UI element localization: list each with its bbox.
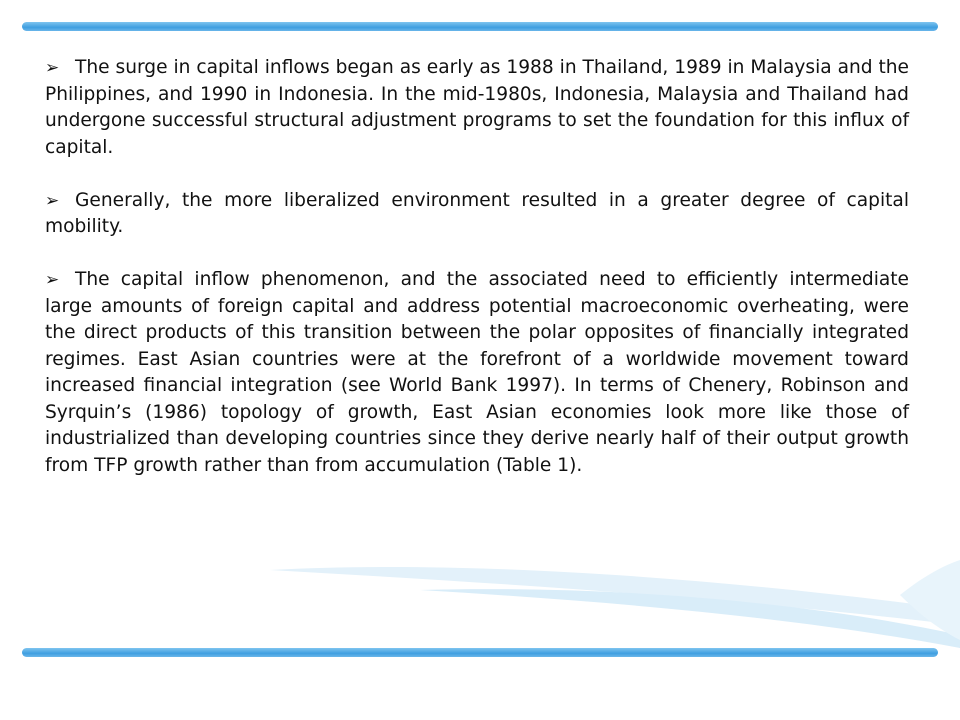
arrow-bullet-icon: ➢: [45, 190, 60, 211]
top-decorative-bar: [22, 22, 938, 31]
bottom-decorative-bar: [22, 648, 938, 657]
paragraph-text: Generally, the more liberalized environment resulted in a greater degree of capital mobility.: [45, 189, 909, 237]
paragraph-text: The capital inflow phenomenon, and the associated need to efficiently intermediate large amounts of foreign capital and address potential macroeconomic overheating, were the direct products of this transition between the polar opposites of financially integrated regimes. East Asian countries were at the forefront of a worldwide movement toward increased financial integration (see World Bank 1997). In terms of Chenery, Robinson and Syrquin’s (1986) topology of growth, East Asian economies look more like those of industrialized than developing countries since they derive nearly half of their output growth from TFP growth rather than from accumulation (Table 1).: [45, 269, 909, 476]
background-swoosh: [0, 540, 960, 650]
bullet-paragraph-2: [45, 188, 909, 241]
bullet-paragraph-3: [45, 267, 909, 479]
slide-body: [45, 55, 909, 506]
arrow-bullet-icon: ➢: [45, 270, 60, 290]
bullet-paragraph-1: [45, 55, 909, 161]
arrow-bullet-icon: ➢: [45, 58, 60, 78]
paragraph-text: The surge in capital inflows began as early as 1988 in Thailand, 1989 in Malaysia and the Philippines, and 1990 in Indonesia. In the mid-1980s, Indonesia, Malaysia and Thailand had undergone successful structural adjustment programs to set the foundation for this influx of capital.: [45, 57, 909, 158]
